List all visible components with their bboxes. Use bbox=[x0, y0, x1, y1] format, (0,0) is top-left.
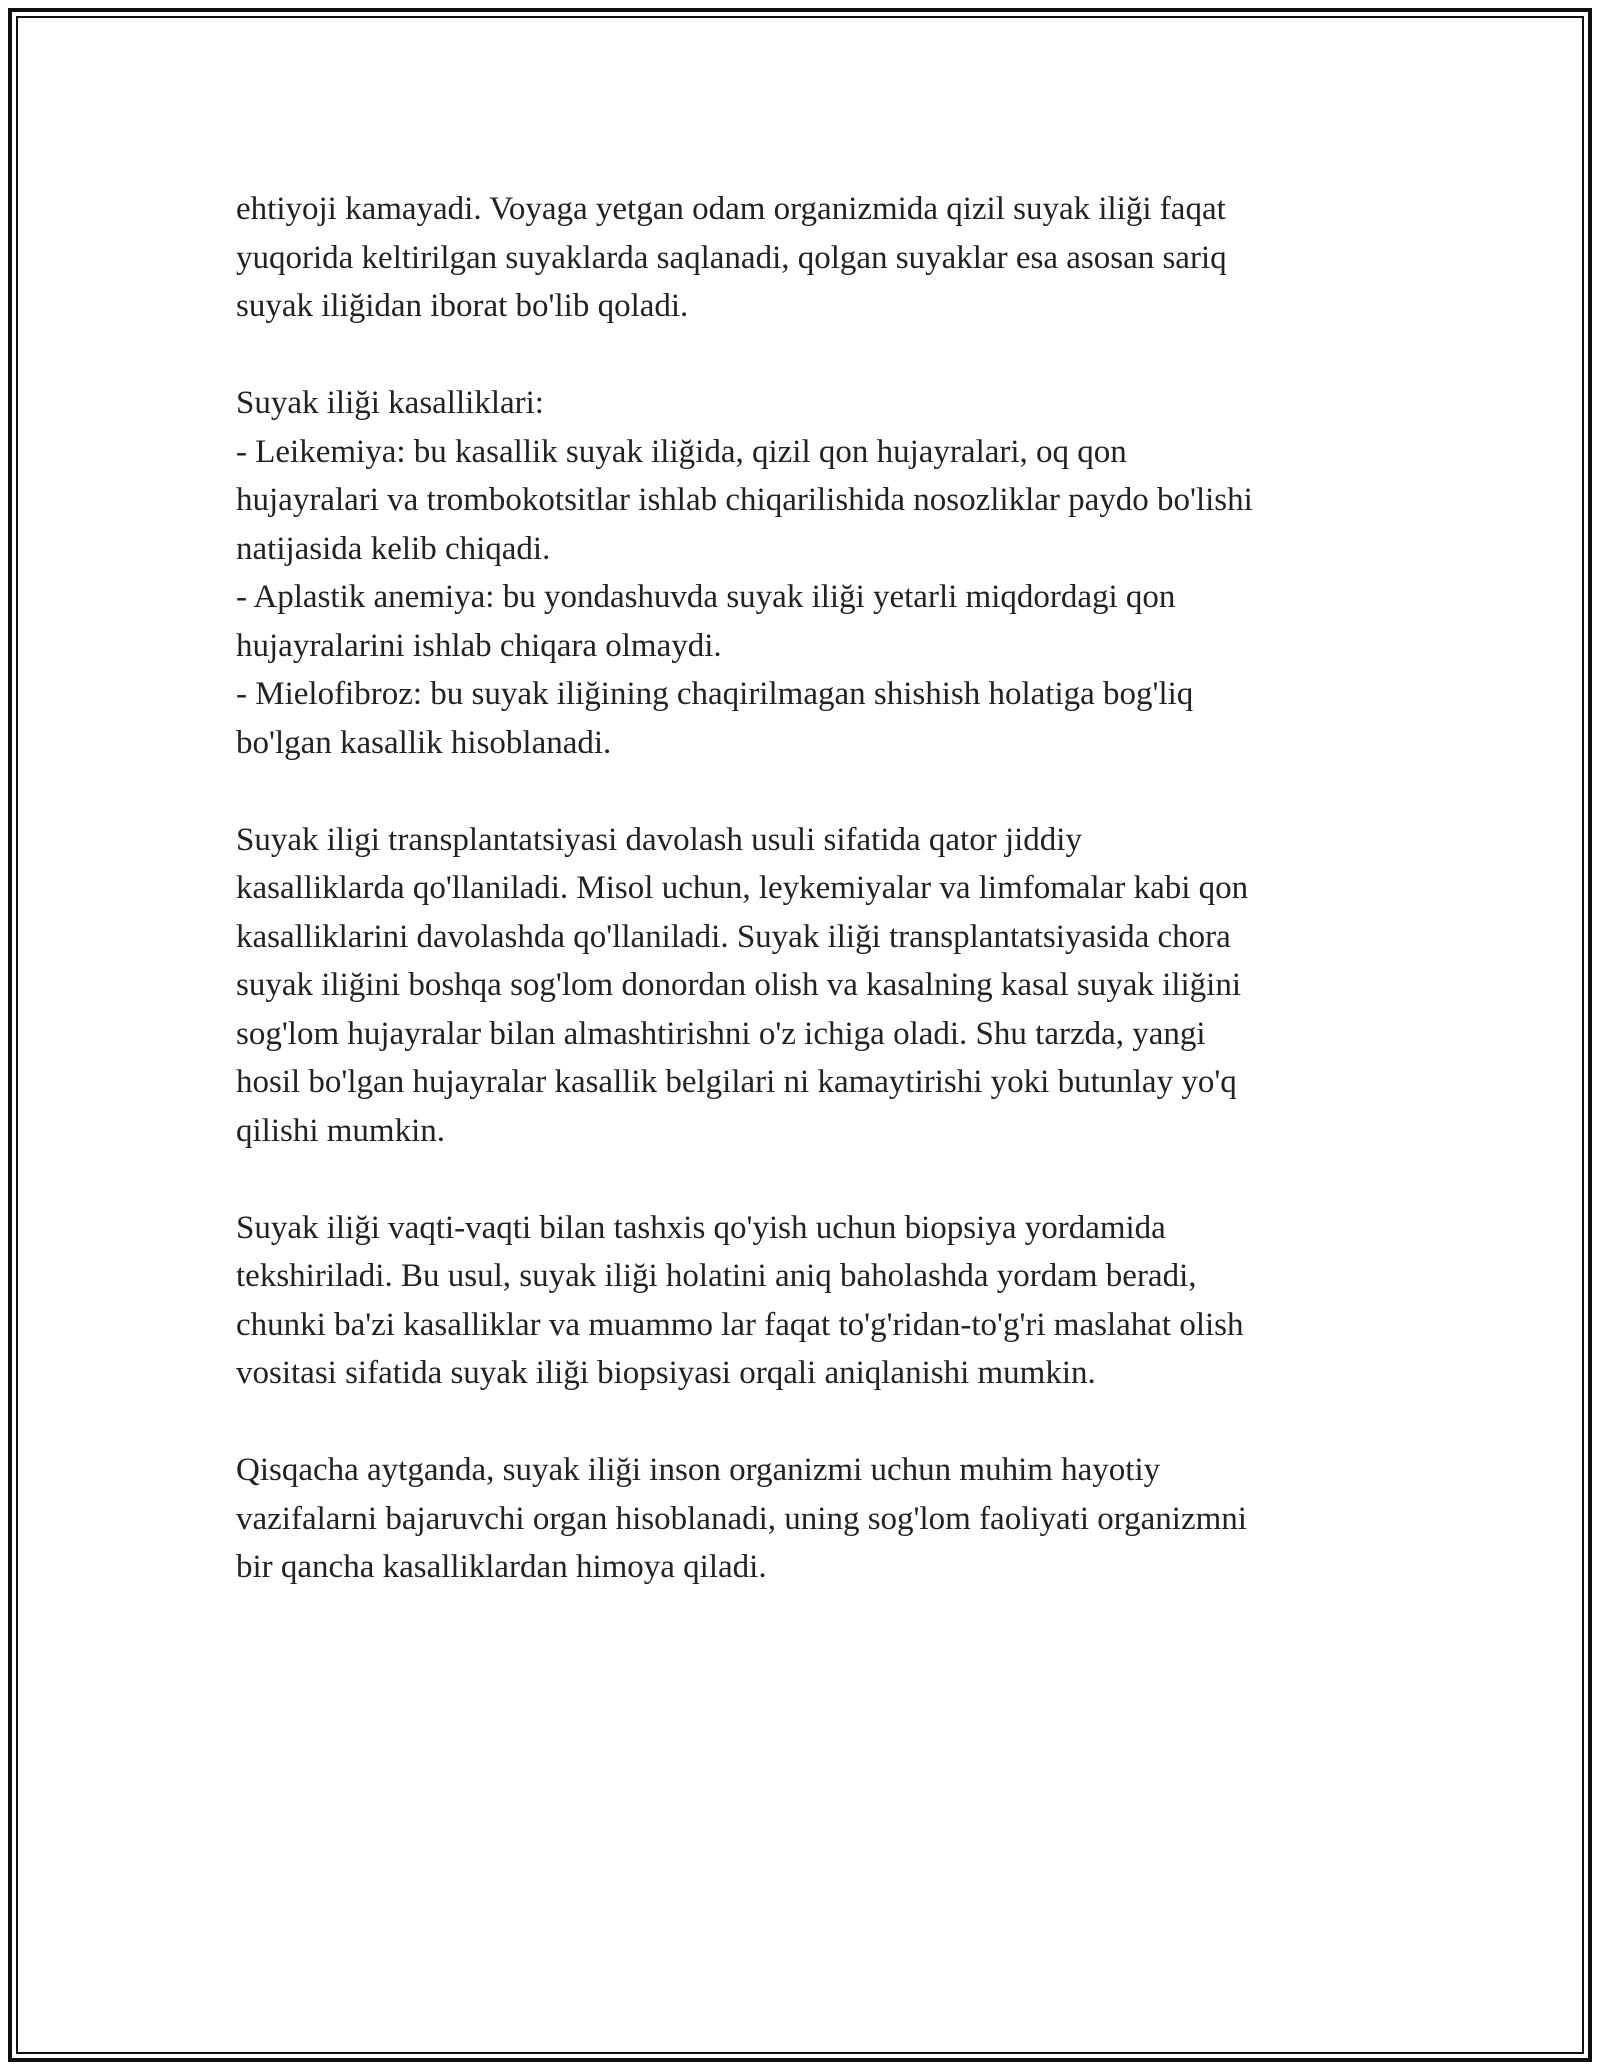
list-item-line: natijasida kelib chiqadi. bbox=[236, 530, 551, 567]
paragraph-biopsy bbox=[236, 1204, 1386, 1398]
text-line: vazifalarni bajaruvchi organ hisoblanadi, uning sog'lom faoliyati organizmni bbox=[236, 1500, 1247, 1537]
paragraph-transplantation bbox=[236, 816, 1386, 1156]
paragraph-diseases-list bbox=[236, 379, 1386, 767]
list-item-line: - Aplastik anemiya: bu yondashuvda suyak iliği yetarli miqdordagi qon bbox=[236, 579, 1176, 615]
list-item-line: - Mielofibroz: bu suyak iliğining chaqirilmagan shishish holatiga bog'liq bbox=[236, 676, 1194, 712]
text-line: sog'lom hujayralar bilan almashtirishni o'z ichiga oladi. Shu tarzda, yangi bbox=[236, 1015, 1206, 1052]
list-item-line: hujayralari va trombokotsitlar ishlab chiqarilishida nosozliklar paydo bo'lishi bbox=[236, 482, 1253, 518]
text-line: vositasi sifatida suyak iliği biopsiyasi orqali aniqlanishi mumkin. bbox=[236, 1355, 1096, 1391]
list-item-line: - Leikemiya: bu kasallik suyak iliğida, qizil qon hujayralari, oq qon bbox=[236, 433, 1127, 470]
text-line: Qisqacha aytganda, suyak iliği inson organizmi uchun muhim hayotiy bbox=[236, 1452, 1161, 1488]
text-line: kasalliklarini davolashda qo'llaniladi. Suyak iliği transplantatsiyasida chora bbox=[236, 918, 1231, 955]
paragraph-conclusion bbox=[236, 1446, 1386, 1592]
list-item-line: bo'lgan kasallik hisoblanadi. bbox=[236, 724, 612, 761]
text-line: kasalliklarda qo'llaniladi. Misol uchun, leykemiyalar va limfomalar kabi qon bbox=[236, 870, 1249, 906]
text-line: yuqorida keltirilgan suyaklarda saqlanadi, qolgan suyaklar esa asosan sariq bbox=[236, 239, 1227, 276]
text-line: qilishi mumkin. bbox=[236, 1112, 446, 1149]
section-heading: Suyak iliği kasalliklari: bbox=[236, 385, 544, 421]
text-line: bir qancha kasalliklardan himoya qiladi. bbox=[236, 1549, 767, 1585]
text-line: tekshiriladi. Bu usul, suyak iliği holatini aniq baholashda yordam beradi, bbox=[236, 1258, 1197, 1294]
paragraph-intro-continuation bbox=[236, 185, 1386, 331]
text-line: suyak iliğini boshqa sog'lom donordan olish va kasalning kasal suyak iliğini bbox=[236, 967, 1242, 1003]
text-line: suyak iliğidan iborat bo'lib qoladi. bbox=[236, 288, 689, 324]
document-body bbox=[236, 185, 1386, 1640]
text-line: hosil bo'lgan hujayralar kasallik belgilari ni kamaytirishi yoki butunlay yo'q bbox=[236, 1064, 1237, 1100]
text-line: ehtiyoji kamayadi. Voyaga yetgan odam organizmida qizil suyak iliği faqat bbox=[236, 191, 1226, 227]
text-line: Suyak iliği vaqti-vaqti bilan tashxis qo'yish uchun biopsiya yordamida bbox=[236, 1209, 1166, 1246]
text-line: Suyak iligi transplantatsiyasi davolash usuli sifatida qator jiddiy bbox=[236, 821, 1082, 858]
list-item-line: hujayralarini ishlab chiqara olmaydi. bbox=[236, 627, 722, 664]
text-line: chunki ba'zi kasalliklar va muammo lar faqat to'g'ridan-to'g'ri maslahat olish bbox=[236, 1306, 1244, 1343]
